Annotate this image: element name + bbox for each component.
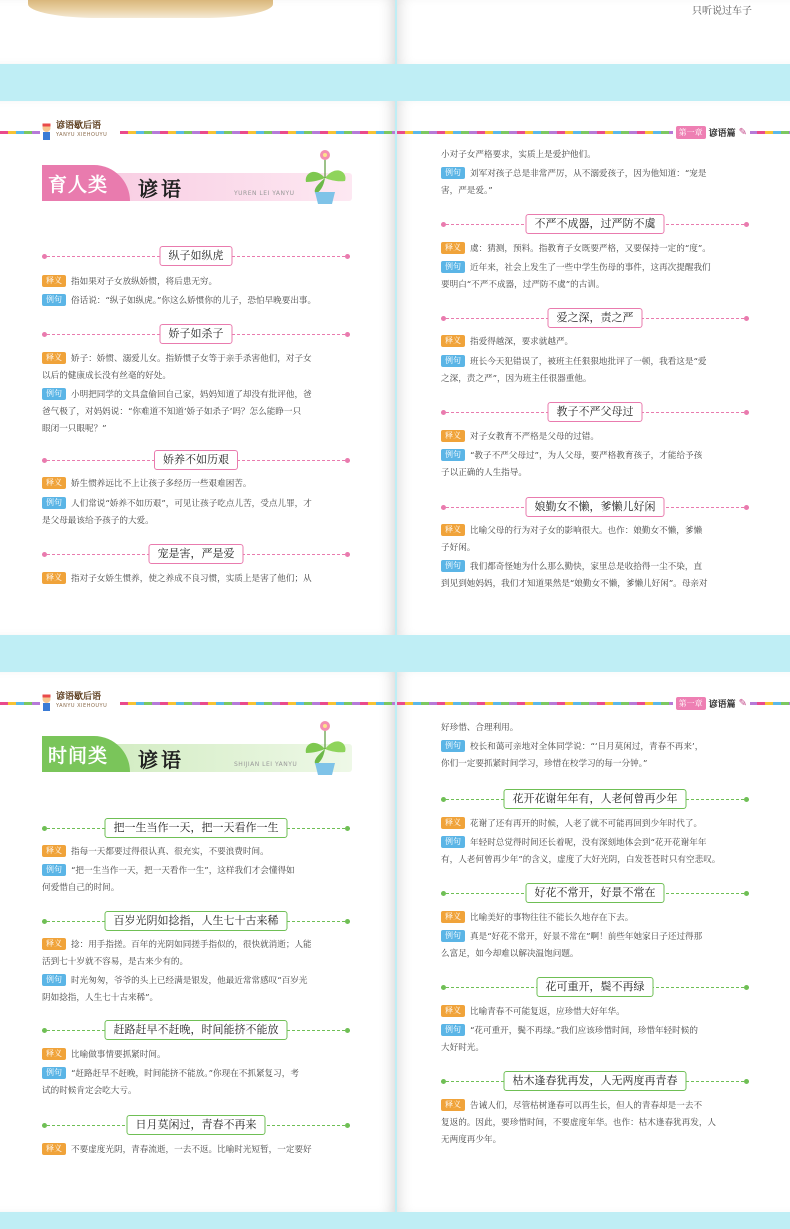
category-pinyin: YUREN LEI YANYU [234,190,295,197]
shiyi-tag: 释义 [441,1005,465,1017]
example [441,559,751,593]
proverb-title [42,818,350,838]
continued-text [441,720,751,737]
explanation-text: 对子女教育不严格是父母的过错。 [470,432,599,442]
example-text: 近年来，社会上发生了一些中学生伤母的事件，这再次提醒我们 [470,263,711,273]
proverb-title-text: 不严不成器，过严防不虞 [526,214,665,234]
proverb-title [441,977,749,997]
liju-tag: 例句 [42,974,66,986]
example-text: “把一生当作一天，把一天看作一生”，这样我们才会懂得如 [71,866,295,876]
liju-tag: 例句 [42,1067,66,1079]
shiyi-tag: 释义 [441,524,465,536]
example-text: 试的时候肯定会吃大亏。 [42,1086,137,1096]
cartoon-boy-icon [40,123,53,141]
chapter-number: 第一章 [676,126,706,139]
spread1-right-page [397,101,790,635]
explanation-text: 复返的。因此，要珍惜时间，不要虚度年华。也作：枯木逢春犹再发，人 [441,1118,717,1128]
explanation [42,1142,352,1159]
spread2-left-page [0,672,395,1212]
explanation [441,523,751,557]
example-text: 时光匆匆，爷爷的头上已经满是银发，他最近常常感叹“百岁光 [71,976,308,986]
shiyi-tag: 释义 [441,1099,465,1111]
example-text: 是父母最该给予孩子的大爱。 [42,516,154,526]
shiyi-tag: 释义 [441,242,465,254]
shiyi-tag: 释义 [441,335,465,347]
cartoon-boy-icon [40,694,53,712]
liju-tag: 例句 [441,167,465,179]
logo-title: 谚语歇后语 [56,121,102,131]
continued-text [441,147,751,164]
proverb-title [441,308,749,328]
liju-tag: 例句 [441,449,465,461]
explanation-text: 活到七十岁就不容易，是古来少有的。 [42,957,189,967]
proverb-title [42,246,350,266]
quill-icon: ✎ [738,126,747,138]
example-text: 要明白“不严不成器，过严防不虞”的古训。 [441,280,605,290]
example-text: 大好时光。 [441,1043,484,1053]
proverb-title-text: 娘勤女不懒，爹懒儿好闲 [526,497,665,517]
example-text: 么富足，如今却难以解决温饱问题。 [441,949,579,959]
explanation-text: 以后的健康成长没有丝毫的好处。 [42,371,171,381]
explanation-text: 比喻美好的事物往往不能长久地存在下去。 [470,913,634,923]
explanation [441,910,751,927]
example [441,929,751,963]
shiyi-tag: 释义 [42,938,66,950]
potted-plant-icon [300,719,350,777]
proverb-title-text: 花开花谢年年有，人老何曾再少年 [504,789,687,809]
proverb-title [441,1071,749,1091]
proverb-title-text: 赶路赶早不赶晚，时间能挤不能放 [105,1020,288,1040]
liju-tag: 例句 [441,836,465,848]
proverb-title [42,1020,350,1040]
logo-title: 谚语歇后语 [56,692,102,702]
proverb-title-text: 爱之深，责之严 [548,308,643,328]
category-word: 谚语 [138,748,184,772]
potted-plant-icon [300,148,350,206]
example-text: 到见到她妈妈，我们才知道果然是“娘勤女不懒，爹懒儿好闲”。母亲对 [441,579,708,589]
proverb-title-text: 把一生当作一天，把一天看作一生 [105,818,288,838]
example-text: 你们一定要抓紧时间学习，珍惜在校学习的每一分钟。” [441,759,648,769]
previous-spread-right-page [397,0,790,64]
liju-tag: 例句 [441,355,465,367]
proverb-title-text: 教子不严父母过 [548,402,643,422]
explanation-text: 比喻青春不可能复返，应珍惜大好年华。 [470,1007,625,1017]
explanation-text: 指如果对子女放纵娇惯，将后患无穷。 [71,277,218,287]
liju-tag: 例句 [441,261,465,273]
example [42,293,352,310]
proverb-title [441,789,749,809]
illustration [28,0,273,18]
explanation-text: 比喻做事情要抓紧时间。 [71,1050,166,1060]
explanation [42,571,352,588]
example [42,973,352,1007]
explanation-text: 告诫人们，尽管枯树逢春可以再生长，但人的青春却是一去不 [470,1101,703,1111]
explanation-text: 捻：用手指搓。百年的光阴如同搓手指似的，很快就消逝；人能 [71,940,312,950]
example [42,387,352,438]
example [441,835,751,869]
proverb-title-text: 宠是害，严是爱 [149,544,244,564]
proverb-title-text: 枯木逢春犹再发，人无两度再青春 [504,1071,687,1091]
example-text: 子以正确的人生指导。 [441,468,527,478]
category-label: 时间类 [48,745,109,767]
band-bottom [0,1212,790,1229]
chapter-label [673,125,750,139]
explanation [42,476,352,493]
example-text: 阴如捻指，人生七十古来稀”。 [42,993,159,1003]
proverb-title-text: 百岁光阴如捻指，人生七十古来稀 [105,911,288,931]
example-text: 校长和蔼可亲地对全体同学说：“‘日月莫闲过，青春不再来’， [470,742,704,752]
example-text: “赶路赶早不赶晚，时间能挤不能放。”你现在不抓紧复习，考 [71,1069,299,1079]
quill-icon: ✎ [738,697,747,709]
liju-tag: 例句 [42,294,66,306]
proverb-title-text: 纵子如纵虎 [160,246,233,266]
proverb-title [42,911,350,931]
shiyi-tag: 释义 [42,275,66,287]
example-text: 之深，责之严”，因为班主任很器重他。 [441,374,592,384]
proverb-title-text: 花可重开，鬓不再绿 [537,977,654,997]
proverb-title [441,214,749,234]
example-text: 害，严是爱。” [441,186,493,196]
example [441,739,751,773]
explanation [441,334,751,351]
example-text: 眼闭一只眼呢？” [42,424,107,434]
example [441,354,751,388]
explanation [42,937,352,971]
explanation [441,429,751,446]
continued-text-line: 好珍惜、合理利用。 [441,723,519,733]
proverb-title [42,544,350,564]
proverb-title [441,883,749,903]
proverb-title-text: 娇子如杀子 [160,324,233,344]
example-text: 小明把同学的文具盒偷回自己家，妈妈知道了却没有批评他，爸 [71,390,312,400]
example-text: “花可重开，鬓不再绿。”我们应该珍惜时间，珍惜年轻时候的 [470,1026,698,1036]
book-logo [40,121,120,143]
example-text: 班长今天犯错误了，被班主任狠狠地批评了一顿，我看这是“爱 [470,357,707,367]
liju-tag: 例句 [42,388,66,400]
chapter-number: 第一章 [676,697,706,710]
explanation-text: 无两度再少年。 [441,1135,502,1145]
explanation-text: 花谢了还有再开的时候，人老了就不可能再回到少年时代了。 [470,819,703,829]
explanation-text: 子好闲。 [441,543,476,553]
explanation-text: 娇生惯养远比不上让孩子多经历一些艰难困苦。 [71,479,252,489]
explanation-text: 指每一天都要过得很认真、很充实，不要浪费时间。 [71,847,269,857]
example [42,1066,352,1100]
spread1-left-page [0,101,395,635]
continued-text-line: 小对子女严格要求，实质上是爱护他们。 [441,150,596,160]
proverb-title [441,497,749,517]
example-text: 年轻时总觉得时间还长着呢，没有深刻地体会到“花开花谢年年 [470,838,707,848]
example-text: 人们常说“娇养不如历艰”，可见让孩子吃点儿苦，受点儿罪，才 [71,499,312,509]
example [42,863,352,897]
explanation [441,1098,751,1149]
example-text: 有，人老何曾再少年”的含义，虚度了大好光阴，白发苍苍时只有空悲叹。 [441,855,721,865]
shiyi-tag: 释义 [42,572,66,584]
proverb-title [42,324,350,344]
proverb-title [42,450,350,470]
example-text: “教子不严父母过”，为人父母，要严格教育孩子，才能给予孩 [470,451,703,461]
explanation-text: 虞：猜测，预料。指教育子女既要严格，又要保持一定的“度”。 [470,244,711,254]
example-text: 刘军对孩子总是非常严厉，从不溺爱孩子，因为他知道：“宠是 [470,169,707,179]
shiyi-tag: 释义 [42,845,66,857]
explanation-text: 指对子女娇生惯养，使之养成不良习惯，实质上是害了他们；从 [71,574,312,584]
example [42,496,352,530]
example-text: 我们都奇怪她为什么那么勤快，家里总是收拾得一尘不染，直 [470,562,703,572]
example-text: 爸气极了，对妈妈说：“你难道不知道‘娇子如杀子’吗？怎么能睁一只 [42,407,302,417]
proverb-title [441,402,749,422]
proverb-title-text: 日月莫闲过，青春不再来 [127,1115,266,1135]
example [441,260,751,294]
explanation [42,351,352,385]
page-caption: 只听说过车子 [692,6,752,17]
shiyi-tag: 释义 [441,817,465,829]
shiyi-tag: 释义 [42,1048,66,1060]
shiyi-tag: 释义 [42,477,66,489]
example-text: 俗话说：“纵子如纵虎。”你这么娇惯你的儿子，恐怕早晚要出事。 [71,296,317,306]
example [441,1023,751,1057]
explanation-text: 比喻父母的行为对子女的影响很大。也作：娘勤女不懒，爹懒 [470,526,703,536]
example [441,448,751,482]
book-logo [40,692,120,714]
liju-tag: 例句 [441,740,465,752]
liju-tag: 例句 [42,497,66,509]
proverb-title-text: 好花不常开，好景不常在 [526,883,665,903]
liju-tag: 例句 [441,1024,465,1036]
explanation [441,816,751,833]
category-word: 谚语 [138,177,184,201]
example [441,166,751,200]
example-text: 何爱惜自己的时间。 [42,883,120,893]
logo-subtitle: YANYU XIEHOUYU [56,703,108,709]
band-middle [0,635,790,672]
explanation [42,274,352,291]
logo-subtitle: YANYU XIEHOUYU [56,132,108,138]
proverb-title [42,1115,350,1135]
shiyi-tag: 释义 [42,352,66,364]
explanation-text: 指爱得越深，要求就越严。 [470,337,574,347]
category-label: 育人类 [48,174,109,196]
previous-spread-left-page [0,0,395,64]
liju-tag: 例句 [441,930,465,942]
category-banner [42,719,352,779]
chapter-label [673,696,750,710]
chapter-name: 谚语篇 [708,128,736,139]
chapter-name: 谚语篇 [708,699,736,710]
category-banner [42,148,352,208]
explanation-text: 娇子：娇惯、溺爱儿女。指娇惯子女等于亲手杀害他们，对子女 [71,354,312,364]
explanation [42,1047,352,1064]
explanation [42,844,352,861]
proverb-title-text: 娇养不如历艰 [154,450,238,470]
shiyi-tag: 释义 [42,1143,66,1155]
example-text: 真是“好花不常开，好景不常在”啊！前些年她家日子还过得那 [470,932,703,942]
explanation-text: 不要虚度光阴，青春流逝，一去不返。比喻时光短暂，一定要好 [71,1145,312,1155]
liju-tag: 例句 [42,864,66,876]
category-pinyin: SHIJIAN LEI YANYU [234,761,298,768]
explanation [441,241,751,258]
band-top [0,64,790,101]
shiyi-tag: 释义 [441,911,465,923]
explanation [441,1004,751,1021]
spread2-right-page [397,672,790,1212]
liju-tag: 例句 [441,560,465,572]
shiyi-tag: 释义 [441,430,465,442]
